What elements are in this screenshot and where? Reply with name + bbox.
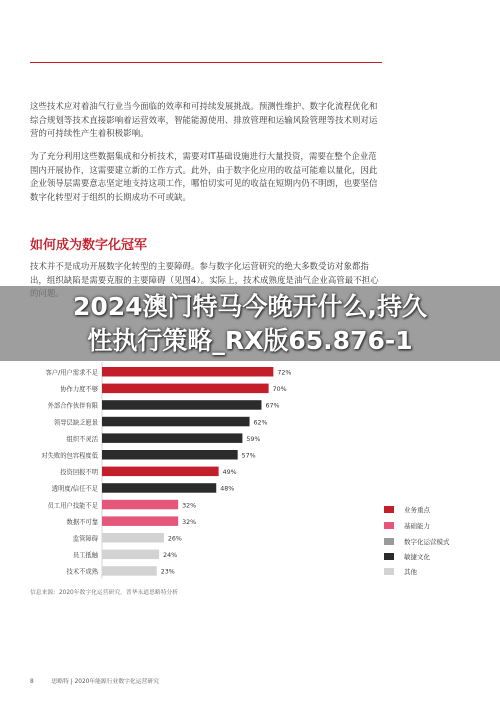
category-label: 领导层缺乏愿景	[53, 419, 98, 427]
legend-swatch	[384, 506, 394, 513]
legend-item	[384, 567, 494, 577]
bar	[102, 400, 261, 410]
value-label: 72%	[277, 369, 292, 377]
legend-swatch	[384, 522, 394, 529]
value-label: 67%	[265, 402, 280, 410]
legend-item	[384, 552, 494, 562]
legend-swatch	[384, 538, 394, 545]
legend-label: 敏捷文化	[404, 553, 430, 561]
value-label: 26%	[167, 535, 182, 543]
category-label: 员工用户技能不足	[47, 502, 98, 510]
category-label: 外部合作伙伴有限	[47, 402, 98, 410]
footer-text: 思略特 | 2020年能源行业数字化运营研究	[51, 679, 159, 685]
legend-label: 业务重点	[404, 506, 430, 514]
legend-label: 基础能力	[404, 522, 430, 530]
category-label: 对失败的包容程度低	[41, 452, 98, 460]
paragraph-efficiency: 这些技术应对着油气行业当今面临的效率和可持续发展挑战。预测性维护、数字化流程优化和综合规划等技术直接影响着运营效率，智能能源使用、排放管理和运输风险管理等技术则对运营的可持续性产生着积极影响。	[30, 101, 378, 138]
category-label: 透明度/信任不足	[51, 485, 98, 493]
value-label: 32%	[182, 502, 197, 510]
obstacles-bar-chart	[20, 360, 370, 585]
paragraph-investment: 为了充分利用这些数据集成和分析技术，需要对IT基础设施进行大量投资，需要在整个企业范围内开展协作，这需要建立新的工作方式。此外，由于数字化应用的收益可能难以量化，因此企业领导层需要意志坚定地支持这项工作，哪怕切实可见的收益在短期内仍不明朗，也要坚信数字化转型对于组织的长期成功不可或缺。	[30, 151, 378, 202]
value-label: 48%	[220, 485, 235, 493]
value-label: 59%	[246, 435, 261, 443]
paragraph-obstacles: 技术并不是成功开展数字化转型的主要障碍。参与数字化运营研究的绝大多数受访对象都指出，组织缺陷是需要克服的主要障碍（见图4）。实际上，技术成熟度是油气企业高管最不担心	[30, 261, 379, 285]
category-label: 客户/用户需求不足	[45, 369, 98, 377]
value-label: 70%	[272, 386, 287, 394]
bar	[102, 384, 269, 394]
value-label: 32%	[182, 518, 197, 526]
bar	[102, 367, 273, 377]
value-label: 24%	[163, 552, 178, 560]
category-label: 监管障碍	[72, 535, 98, 543]
legend-item	[384, 537, 494, 547]
bar	[102, 550, 159, 560]
bar	[102, 533, 164, 543]
category-label: 员工抵触	[72, 552, 98, 560]
banner-line-1: 2024澳门特马今晚开什么,持久	[72, 292, 428, 321]
value-label: 23%	[160, 568, 175, 576]
legend-item	[384, 521, 494, 531]
legend-item	[384, 505, 494, 515]
category-label: 技术不成熟	[66, 568, 98, 576]
category-label: 投资回报不明	[60, 469, 98, 477]
value-label: 62%	[253, 419, 268, 427]
legend-swatch	[384, 553, 394, 560]
value-label: 49%	[222, 469, 237, 477]
bar	[102, 566, 157, 576]
bar	[102, 450, 238, 460]
section-title: 如何成为数字化冠军	[30, 238, 148, 253]
bar	[102, 483, 216, 493]
bar	[102, 500, 178, 510]
overlay-banner	[0, 286, 500, 361]
category-label: 协作力度不够	[60, 386, 98, 394]
page-number: 8	[30, 679, 34, 685]
bar	[102, 516, 178, 526]
bar	[102, 417, 250, 427]
legend-swatch	[384, 568, 394, 575]
banner-line-2: 性执行策略_RX版65.876-1	[87, 326, 413, 355]
legend-label: 其他	[404, 568, 417, 576]
category-label: 数据不可靠	[66, 518, 98, 526]
page-footer	[30, 676, 159, 685]
bar	[102, 467, 219, 477]
top-rule	[30, 62, 382, 63]
bar	[102, 433, 242, 443]
chart-source: 信息来源：2020年数字化运营研究，普华永道思略特分析	[30, 590, 179, 596]
category-label: 组织不灵活	[66, 435, 98, 443]
value-label: 57%	[241, 452, 256, 460]
legend-label: 数字化运营模式	[404, 538, 450, 546]
